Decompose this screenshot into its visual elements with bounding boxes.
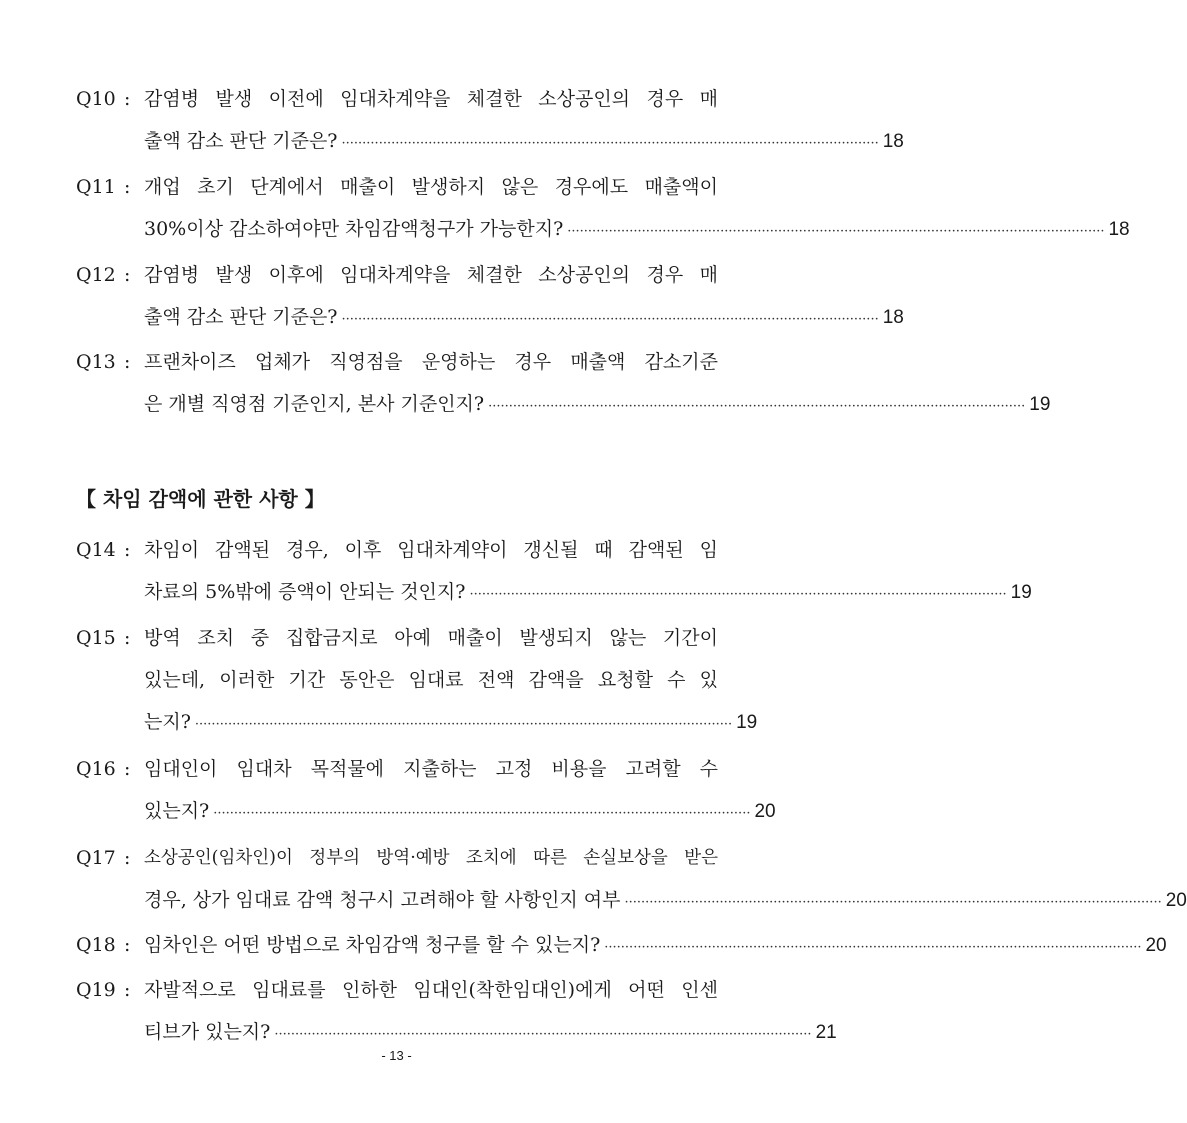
question-continuation [144,302,904,335]
question-text-line1: 차임이 감액된 경우, 이후 임대차계약이 갱신될 때 감액된 임 [144,539,718,561]
question-text-line1: 임차인은 어떤 방법으로 차임감액 청구를 할 수 있는지? [144,934,601,956]
question-id: Q11 [76,176,116,198]
question-continuation [144,796,776,829]
toc-entry-q10[interactable] [76,84,718,114]
toc-entry-q14[interactable] [76,535,718,565]
toc-entry-q15-cont[interactable] [76,707,758,737]
dot-leader: ·································································································································· [194,717,733,732]
dot-leader: ·································································································································· [488,399,1026,414]
question-continuation [144,577,1032,610]
page-number: 18 [882,307,904,328]
toc-entry-q16-cont[interactable] [76,796,776,826]
toc-entry-q16[interactable] [76,754,718,784]
dot-leader: ·································································································································· [274,1027,812,1042]
toc-entry-q13[interactable] [76,347,718,377]
toc-entry-q19[interactable] [76,975,718,1005]
question-text-line2: 출액 감소 판단 기준은? [144,306,338,328]
toc-entry-q12[interactable] [76,260,718,290]
dot-leader: ·································································································································· [604,940,1142,955]
page-number: 18 [1108,219,1130,240]
question-text-line1: 임대인이 임대차 목적물에 지출하는 고정 비용을 고려할 수 [144,758,718,780]
question-text-line1: 감염병 발생 이후에 임대차계약을 체결한 소상공인의 경우 매 [144,264,718,286]
question-continuation [144,126,904,159]
toc-entry-q19-cont[interactable] [76,1017,837,1047]
toc-entry-q13-cont[interactable] [76,389,1051,419]
toc-entry-q12-cont[interactable] [76,302,904,332]
separator: : [124,627,131,649]
page-number: 19 [1029,394,1051,415]
question-id: Q19 [76,979,116,1001]
question-text-line1: 프랜차이즈 업체가 직영점을 운영하는 경우 매출액 감소기준 [144,351,718,373]
question-text-line2: 는지? [144,711,191,733]
toc-entry-q14-cont[interactable] [76,577,1032,607]
page-number: 20 [754,801,776,822]
question-id: Q14 [76,539,116,561]
separator: : [124,758,131,780]
question-text-line2: 30%이상 감소하여야만 차임감액청구가 가능한지? [144,218,564,240]
question-continuation [144,885,1187,918]
question-text-line1: 감염병 발생 이전에 임대차계약을 체결한 소상공인의 경우 매 [144,88,718,110]
toc-entry-q10-cont[interactable] [76,126,904,156]
question-id: Q13 [76,351,116,373]
question-text-line2: 출액 감소 판단 기준은? [144,130,338,152]
toc-entry-q15[interactable] [76,623,718,653]
toc-entry-q15-line2[interactable] [76,665,718,695]
dot-leader: ·································································································································· [567,224,1105,239]
question-text-line1: 자발적으로 임대료를 인하한 임대인(착한임대인)에게 어떤 인센 [144,979,718,1001]
separator: : [124,847,131,869]
separator: : [124,539,131,561]
separator: : [124,351,131,373]
toc-entry-q17[interactable] [76,843,718,873]
question-continuation [144,707,758,740]
dot-leader: ·································································································································· [341,312,879,327]
dot-leader: ·································································································································· [624,895,1162,910]
separator: : [124,264,131,286]
dot-leader: ·································································································································· [469,587,1007,602]
page-number: 18 [882,131,904,152]
page-number: 19 [1010,582,1032,603]
toc-entry-q17-cont[interactable] [76,885,1187,915]
question-continuation [144,389,1051,422]
page-number: 21 [815,1022,837,1043]
separator: : [124,88,131,110]
question-continuation [144,930,1167,963]
question-text-line2: 경우, 상가 임대료 감액 청구시 고려해야 할 사항인지 여부 [144,889,621,911]
question-text-line2: 은 개별 직영점 기준인지, 본사 기준인지? [144,393,485,415]
question-id: Q10 [76,88,116,110]
question-text-line1: 소상공인(임차인)이 정부의 방역·예방 조치에 따른 손실보상을 받은 [144,848,718,868]
question-text-line2: 티브가 있는지? [144,1021,271,1043]
separator: : [124,176,131,198]
toc-entry-q11[interactable] [76,172,718,202]
question-text-line1b: 있는데, 이러한 기간 동안은 임대료 전액 감액을 요청할 수 있 [144,669,718,691]
question-text-line1: 개업 초기 단계에서 매출이 발생하지 않은 경우에도 매출액이 [144,176,718,198]
question-id: Q17 [76,847,116,869]
page-number: 19 [736,712,758,733]
question-id: Q18 [76,934,116,956]
page-number: 20 [1165,890,1187,911]
question-id: Q12 [76,264,116,286]
question-continuation [144,214,1130,247]
separator: : [124,979,131,1001]
page-number: 20 [1145,935,1167,956]
section-heading: 【 차임 감액에 관한 사항 】 [76,487,325,511]
question-text-line2: 차료의 5%밖에 증액이 안되는 것인지? [144,581,466,603]
question-text-line2: 있는지? [144,800,210,822]
question-id: Q16 [76,758,116,780]
dot-leader: ·································································································································· [213,806,751,821]
toc-entry-q18[interactable] [76,930,1167,960]
question-continuation [144,1017,837,1050]
separator: : [124,934,131,956]
page-footer: - 13 - [381,1048,412,1063]
toc-entry-q11-cont[interactable] [76,214,1130,244]
question-id: Q15 [76,627,116,649]
dot-leader: ·································································································································· [341,136,879,151]
question-text-line1: 방역 조치 중 집합금지로 아예 매출이 발생되지 않는 기간이 [144,627,718,649]
